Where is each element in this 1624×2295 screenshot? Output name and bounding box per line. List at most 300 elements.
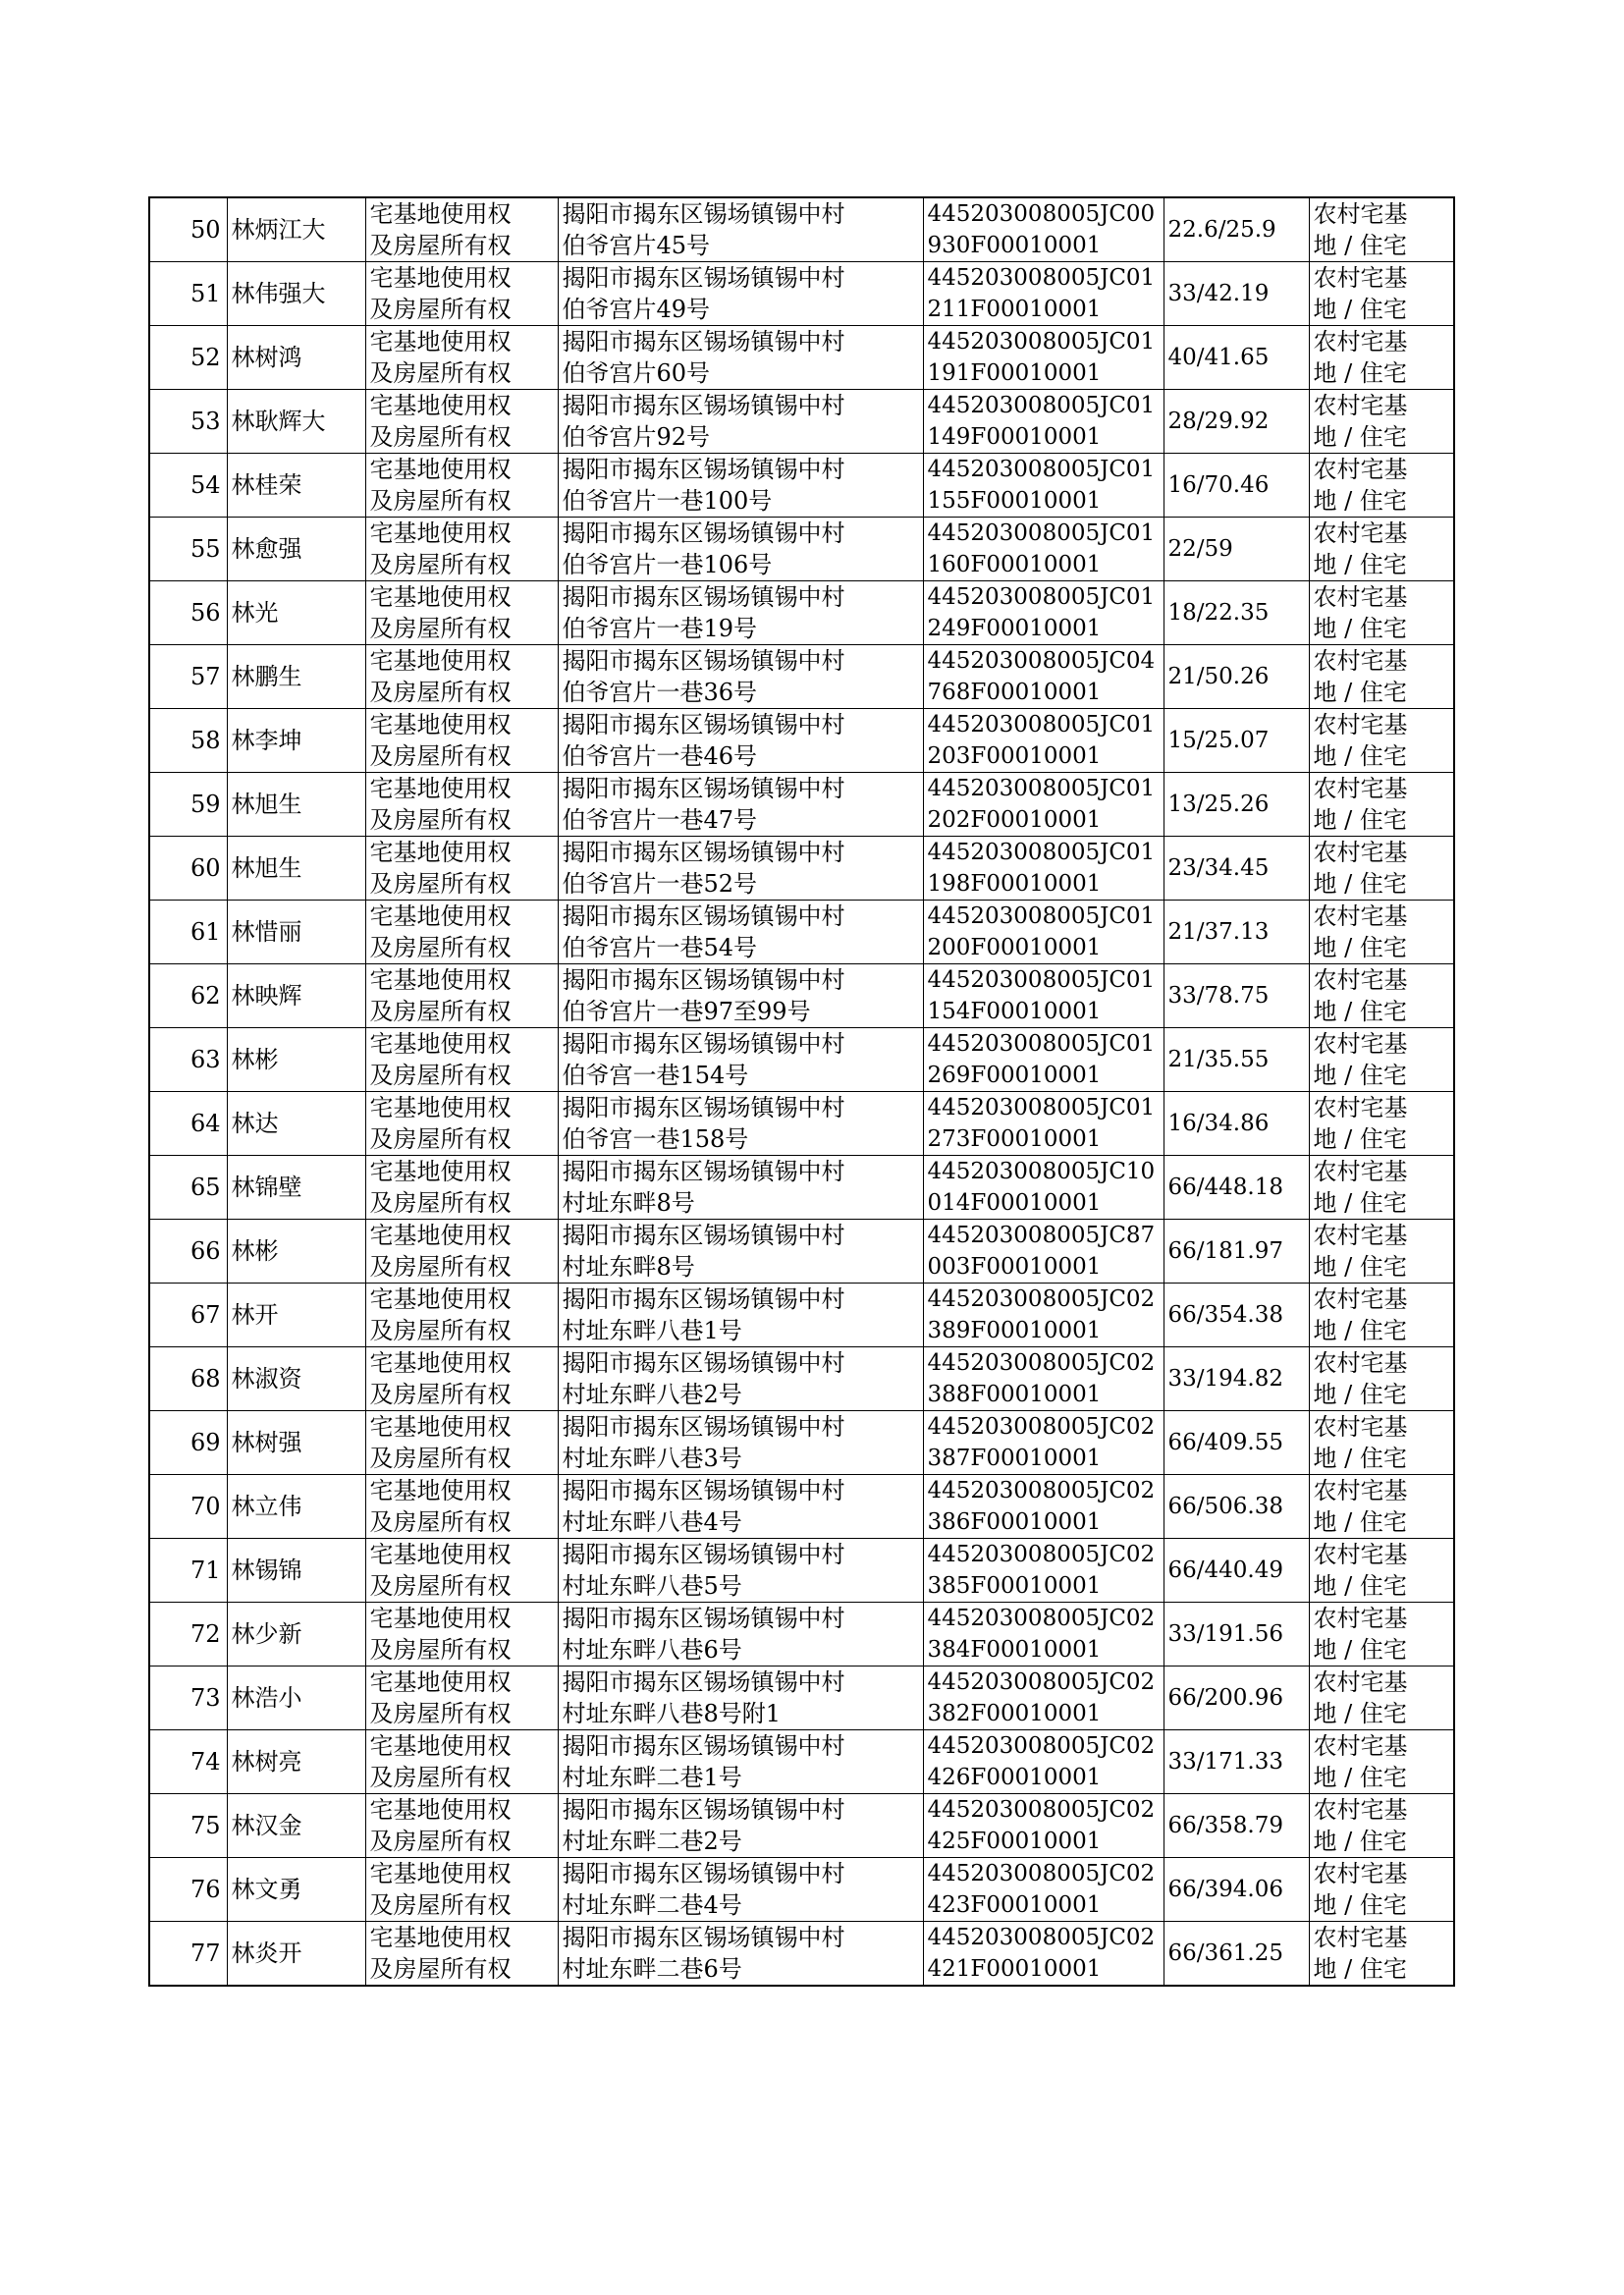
address-line: 伯爷宫片一巷100号 xyxy=(562,487,773,515)
land-use-line: 地 / 住宅 xyxy=(1313,232,1407,259)
land-use-cell xyxy=(1309,1858,1454,1922)
address-line: 村址东畔八巷5号 xyxy=(562,1572,742,1600)
unit-code-line: 445203008005JC02 xyxy=(927,1606,1156,1631)
right-type-line: 及房屋所有权 xyxy=(369,1445,512,1472)
right-type-line: 及房屋所有权 xyxy=(369,742,512,770)
land-use-line: 农村宅基 xyxy=(1313,1796,1408,1824)
address-line: 揭阳市揭东区锡场镇锡中村 xyxy=(562,839,845,866)
unit-code-cell xyxy=(923,1220,1164,1284)
right-type-cell xyxy=(365,837,558,901)
right-type-line: 及房屋所有权 xyxy=(369,870,512,898)
unit-code-line: 423F00010001 xyxy=(927,1892,1102,1918)
land-use-cell xyxy=(1309,326,1454,390)
address-cell xyxy=(558,581,923,645)
area-cell: 66/440.49 xyxy=(1164,1539,1309,1603)
area-cell: 66/200.96 xyxy=(1164,1667,1309,1730)
right-type-cell xyxy=(365,645,558,709)
address-line: 村址东畔八巷2号 xyxy=(562,1381,742,1408)
row-number-cell: 76 xyxy=(149,1858,227,1922)
row-number-cell: 69 xyxy=(149,1411,227,1475)
unit-code-cell xyxy=(923,1730,1164,1794)
owner-name-cell: 林彬 xyxy=(227,1220,365,1284)
right-type-cell xyxy=(365,262,558,326)
land-use-cell xyxy=(1309,1667,1454,1730)
land-use-line: 地 / 住宅 xyxy=(1313,806,1407,834)
right-type-line: 及房屋所有权 xyxy=(369,359,512,387)
row-number-cell: 66 xyxy=(149,1220,227,1284)
owner-name-cell: 林树亮 xyxy=(227,1730,365,1794)
table-row xyxy=(149,326,1454,390)
land-use-line: 农村宅基 xyxy=(1313,966,1408,994)
row-number-cell: 73 xyxy=(149,1667,227,1730)
address-line: 揭阳市揭东区锡场镇锡中村 xyxy=(562,1222,845,1249)
land-use-cell xyxy=(1309,1156,1454,1220)
area-cell: 66/354.38 xyxy=(1164,1284,1309,1347)
land-use-line: 地 / 住宅 xyxy=(1313,551,1407,578)
right-type-line: 及房屋所有权 xyxy=(369,1125,512,1153)
land-use-line: 农村宅基 xyxy=(1313,1349,1408,1377)
unit-code-line: 014F00010001 xyxy=(927,1190,1102,1216)
land-use-cell xyxy=(1309,518,1454,581)
right-type-line: 及房屋所有权 xyxy=(369,1891,512,1919)
owner-name-cell: 林炳江大 xyxy=(227,197,365,262)
unit-code-line: 155F00010001 xyxy=(927,488,1102,514)
right-type-line: 及房屋所有权 xyxy=(369,679,512,706)
unit-code-line: 200F00010001 xyxy=(927,935,1102,960)
land-use-line: 地 / 住宅 xyxy=(1313,1445,1407,1472)
unit-code-cell xyxy=(923,518,1164,581)
row-number-cell: 56 xyxy=(149,581,227,645)
unit-code-line: 445203008005JC02 xyxy=(927,1669,1156,1695)
unit-code-line: 445203008005JC01 xyxy=(927,1031,1156,1057)
address-line: 村址东畔八巷6号 xyxy=(562,1636,742,1664)
address-line: 揭阳市揭东区锡场镇锡中村 xyxy=(562,647,845,675)
right-type-line: 宅基地使用权 xyxy=(369,1349,512,1377)
land-use-line: 地 / 住宅 xyxy=(1313,1700,1407,1727)
unit-code-cell xyxy=(923,1539,1164,1603)
row-number-cell: 65 xyxy=(149,1156,227,1220)
unit-code-cell xyxy=(923,390,1164,454)
address-line: 伯爷宫片一巷52号 xyxy=(562,870,758,898)
land-use-cell xyxy=(1309,1539,1454,1603)
address-line: 揭阳市揭东区锡场镇锡中村 xyxy=(562,1349,845,1377)
unit-code-cell xyxy=(923,1284,1164,1347)
address-line: 村址东畔八巷3号 xyxy=(562,1445,742,1472)
address-line: 揭阳市揭东区锡场镇锡中村 xyxy=(562,583,845,611)
owner-name-cell: 林锦壁 xyxy=(227,1156,365,1220)
address-line: 揭阳市揭东区锡场镇锡中村 xyxy=(562,711,845,738)
area-cell: 16/70.46 xyxy=(1164,454,1309,518)
unit-code-line: 445203008005JC01 xyxy=(927,1095,1156,1120)
right-type-cell xyxy=(365,1092,558,1156)
right-type-line: 及房屋所有权 xyxy=(369,1700,512,1727)
table-row xyxy=(149,1539,1454,1603)
right-type-line: 及房屋所有权 xyxy=(369,423,512,451)
right-type-cell xyxy=(365,1794,558,1858)
table-row xyxy=(149,518,1454,581)
table-row xyxy=(149,1284,1454,1347)
row-number-cell: 54 xyxy=(149,454,227,518)
row-number-cell: 67 xyxy=(149,1284,227,1347)
area-cell: 66/409.55 xyxy=(1164,1411,1309,1475)
unit-code-cell xyxy=(923,1411,1164,1475)
owner-name-cell: 林桂荣 xyxy=(227,454,365,518)
address-line: 揭阳市揭东区锡场镇锡中村 xyxy=(562,1477,845,1504)
area-cell: 33/42.19 xyxy=(1164,262,1309,326)
unit-code-line: 445203008005JC01 xyxy=(927,329,1156,355)
unit-code-line: 387F00010001 xyxy=(927,1446,1102,1471)
unit-code-line: 273F00010001 xyxy=(927,1126,1102,1152)
address-cell xyxy=(558,709,923,773)
unit-code-line: 445203008005JC02 xyxy=(927,1350,1156,1376)
address-line: 揭阳市揭东区锡场镇锡中村 xyxy=(562,966,845,994)
row-number-cell: 50 xyxy=(149,197,227,262)
right-type-line: 宅基地使用权 xyxy=(369,1158,512,1185)
right-type-line: 及房屋所有权 xyxy=(369,1508,512,1536)
right-type-line: 及房屋所有权 xyxy=(369,1253,512,1281)
unit-code-cell xyxy=(923,1347,1164,1411)
area-cell: 21/37.13 xyxy=(1164,901,1309,964)
address-cell xyxy=(558,901,923,964)
owner-name-cell: 林树强 xyxy=(227,1411,365,1475)
unit-code-line: 154F00010001 xyxy=(927,999,1102,1024)
address-cell xyxy=(558,1667,923,1730)
unit-code-cell xyxy=(923,1092,1164,1156)
unit-code-line: 445203008005JC02 xyxy=(927,1861,1156,1886)
property-registry-table xyxy=(148,196,1455,1987)
area-cell: 15/25.07 xyxy=(1164,709,1309,773)
address-cell xyxy=(558,1156,923,1220)
address-line: 揭阳市揭东区锡场镇锡中村 xyxy=(562,519,845,547)
land-use-line: 地 / 住宅 xyxy=(1313,487,1407,515)
owner-name-cell: 林文勇 xyxy=(227,1858,365,1922)
land-use-cell xyxy=(1309,1603,1454,1667)
right-type-line: 及房屋所有权 xyxy=(369,1828,512,1855)
address-cell xyxy=(558,454,923,518)
land-use-line: 地 / 住宅 xyxy=(1313,1828,1407,1855)
unit-code-line: 445203008005JC04 xyxy=(927,648,1156,674)
address-line: 揭阳市揭东区锡场镇锡中村 xyxy=(562,392,845,419)
row-number-cell: 59 xyxy=(149,773,227,837)
land-use-line: 农村宅基 xyxy=(1313,839,1408,866)
land-use-line: 农村宅基 xyxy=(1313,583,1408,611)
right-type-line: 及房屋所有权 xyxy=(369,551,512,578)
address-line: 揭阳市揭东区锡场镇锡中村 xyxy=(562,1860,845,1887)
right-type-line: 及房屋所有权 xyxy=(369,232,512,259)
land-use-line: 农村宅基 xyxy=(1313,1222,1408,1249)
table-row xyxy=(149,1156,1454,1220)
owner-name-cell: 林淑资 xyxy=(227,1347,365,1411)
address-cell xyxy=(558,1475,923,1539)
unit-code-cell xyxy=(923,326,1164,390)
table-row xyxy=(149,1730,1454,1794)
right-type-line: 宅基地使用权 xyxy=(369,1732,512,1760)
address-line: 伯爷宫片一巷106号 xyxy=(562,551,773,578)
right-type-line: 宅基地使用权 xyxy=(369,1541,512,1568)
address-cell xyxy=(558,1794,923,1858)
table-row xyxy=(149,454,1454,518)
unit-code-line: 445203008005JC01 xyxy=(927,520,1156,546)
land-use-line: 农村宅基 xyxy=(1313,711,1408,738)
row-number-cell: 63 xyxy=(149,1028,227,1092)
row-number-cell: 53 xyxy=(149,390,227,454)
address-line: 伯爷宫片一巷47号 xyxy=(562,806,758,834)
address-line: 村址东畔8号 xyxy=(562,1189,695,1217)
land-use-line: 农村宅基 xyxy=(1313,1477,1408,1504)
right-type-line: 宅基地使用权 xyxy=(369,839,512,866)
right-type-line: 宅基地使用权 xyxy=(369,1030,512,1058)
right-type-cell xyxy=(365,1539,558,1603)
address-line: 揭阳市揭东区锡场镇锡中村 xyxy=(562,1541,845,1568)
area-cell: 33/194.82 xyxy=(1164,1347,1309,1411)
area-cell: 66/181.97 xyxy=(1164,1220,1309,1284)
address-line: 揭阳市揭东区锡场镇锡中村 xyxy=(562,1094,845,1121)
row-number-cell: 62 xyxy=(149,964,227,1028)
row-number-cell: 51 xyxy=(149,262,227,326)
land-use-line: 地 / 住宅 xyxy=(1313,1317,1407,1344)
row-number-cell: 55 xyxy=(149,518,227,581)
unit-code-line: 930F00010001 xyxy=(927,233,1102,258)
owner-name-cell: 林惜丽 xyxy=(227,901,365,964)
land-use-line: 地 / 住宅 xyxy=(1313,742,1407,770)
land-use-cell xyxy=(1309,1220,1454,1284)
right-type-line: 及房屋所有权 xyxy=(369,615,512,642)
area-cell: 66/506.38 xyxy=(1164,1475,1309,1539)
land-use-line: 农村宅基 xyxy=(1313,519,1408,547)
owner-name-cell: 林旭生 xyxy=(227,773,365,837)
land-use-line: 农村宅基 xyxy=(1313,1732,1408,1760)
right-type-line: 及房屋所有权 xyxy=(369,296,512,323)
right-type-line: 宅基地使用权 xyxy=(369,200,512,228)
table-row xyxy=(149,645,1454,709)
right-type-cell xyxy=(365,709,558,773)
row-number-cell: 52 xyxy=(149,326,227,390)
right-type-cell xyxy=(365,1603,558,1667)
unit-code-line: 445203008005JC01 xyxy=(927,584,1156,610)
unit-code-line: 445203008005JC01 xyxy=(927,457,1156,482)
address-line: 揭阳市揭东区锡场镇锡中村 xyxy=(562,200,845,228)
row-number-cell: 58 xyxy=(149,709,227,773)
address-line: 村址东畔二巷2号 xyxy=(562,1828,742,1855)
land-use-line: 地 / 住宅 xyxy=(1313,1891,1407,1919)
right-type-line: 及房屋所有权 xyxy=(369,1189,512,1217)
unit-code-cell xyxy=(923,197,1164,262)
right-type-cell xyxy=(365,1475,558,1539)
right-type-line: 宅基地使用权 xyxy=(369,456,512,483)
land-use-line: 农村宅基 xyxy=(1313,1668,1408,1696)
unit-code-line: 445203008005JC01 xyxy=(927,265,1156,291)
land-use-line: 农村宅基 xyxy=(1313,392,1408,419)
right-type-line: 及房屋所有权 xyxy=(369,1636,512,1664)
unit-code-line: 211F00010001 xyxy=(927,297,1102,322)
land-use-line: 农村宅基 xyxy=(1313,1413,1408,1441)
unit-code-line: 384F00010001 xyxy=(927,1637,1102,1663)
right-type-cell xyxy=(365,1220,558,1284)
land-use-cell xyxy=(1309,1411,1454,1475)
address-line: 伯爷宫片60号 xyxy=(562,359,711,387)
address-cell xyxy=(558,326,923,390)
land-use-cell xyxy=(1309,1922,1454,1987)
table-row xyxy=(149,1411,1454,1475)
unit-code-cell xyxy=(923,1603,1164,1667)
address-line: 村址东畔二巷1号 xyxy=(562,1764,742,1791)
unit-code-cell xyxy=(923,1858,1164,1922)
right-type-line: 及房屋所有权 xyxy=(369,1317,512,1344)
land-use-line: 地 / 住宅 xyxy=(1313,296,1407,323)
right-type-cell xyxy=(365,518,558,581)
table-row xyxy=(149,1092,1454,1156)
unit-code-line: 445203008005JC02 xyxy=(927,1414,1156,1440)
unit-code-cell xyxy=(923,1156,1164,1220)
address-cell xyxy=(558,1028,923,1092)
unit-code-line: 249F00010001 xyxy=(927,616,1102,641)
area-cell: 28/29.92 xyxy=(1164,390,1309,454)
area-cell: 22/59 xyxy=(1164,518,1309,581)
right-type-line: 及房屋所有权 xyxy=(369,487,512,515)
land-use-line: 农村宅基 xyxy=(1313,1030,1408,1058)
unit-code-line: 198F00010001 xyxy=(927,871,1102,897)
address-line: 揭阳市揭东区锡场镇锡中村 xyxy=(562,1030,845,1058)
owner-name-cell: 林李坤 xyxy=(227,709,365,773)
right-type-line: 宅基地使用权 xyxy=(369,583,512,611)
land-use-cell xyxy=(1309,262,1454,326)
right-type-cell xyxy=(365,390,558,454)
table-row xyxy=(149,1858,1454,1922)
table-body xyxy=(149,197,1454,1986)
address-line: 揭阳市揭东区锡场镇锡中村 xyxy=(562,456,845,483)
land-use-line: 地 / 住宅 xyxy=(1313,934,1407,961)
unit-code-line: 445203008005JC01 xyxy=(927,840,1156,865)
address-line: 揭阳市揭东区锡场镇锡中村 xyxy=(562,1158,845,1185)
unit-code-cell xyxy=(923,1922,1164,1987)
row-number-cell: 61 xyxy=(149,901,227,964)
address-line: 伯爷宫片一巷97至99号 xyxy=(562,998,811,1025)
table-row xyxy=(149,901,1454,964)
table-row xyxy=(149,1028,1454,1092)
right-type-line: 及房屋所有权 xyxy=(369,1381,512,1408)
unit-code-line: 203F00010001 xyxy=(927,743,1102,769)
unit-code-line: 445203008005JC01 xyxy=(927,393,1156,418)
unit-code-line: 160F00010001 xyxy=(927,552,1102,577)
address-cell xyxy=(558,1220,923,1284)
land-use-line: 农村宅基 xyxy=(1313,456,1408,483)
table-row xyxy=(149,964,1454,1028)
land-use-cell xyxy=(1309,645,1454,709)
land-use-line: 地 / 住宅 xyxy=(1313,1764,1407,1791)
right-type-line: 及房屋所有权 xyxy=(369,998,512,1025)
right-type-line: 宅基地使用权 xyxy=(369,1860,512,1887)
address-line: 揭阳市揭东区锡场镇锡中村 xyxy=(562,1668,845,1696)
land-use-line: 地 / 住宅 xyxy=(1313,1572,1407,1600)
unit-code-cell xyxy=(923,1028,1164,1092)
unit-code-line: 191F00010001 xyxy=(927,360,1102,386)
land-use-line: 地 / 住宅 xyxy=(1313,1955,1407,1983)
address-cell xyxy=(558,1411,923,1475)
right-type-line: 及房屋所有权 xyxy=(369,1062,512,1089)
address-cell xyxy=(558,1284,923,1347)
table-row xyxy=(149,1475,1454,1539)
land-use-cell xyxy=(1309,837,1454,901)
address-line: 伯爷宫一巷158号 xyxy=(562,1125,749,1153)
right-type-line: 宅基地使用权 xyxy=(369,775,512,802)
land-use-line: 农村宅基 xyxy=(1313,902,1408,930)
unit-code-line: 426F00010001 xyxy=(927,1765,1102,1790)
unit-code-line: 202F00010001 xyxy=(927,807,1102,833)
land-use-line: 农村宅基 xyxy=(1313,328,1408,355)
address-line: 伯爷宫片一巷36号 xyxy=(562,679,758,706)
area-cell: 40/41.65 xyxy=(1164,326,1309,390)
unit-code-line: 445203008005JC01 xyxy=(927,776,1156,801)
land-use-cell xyxy=(1309,901,1454,964)
owner-name-cell: 林彬 xyxy=(227,1028,365,1092)
owner-name-cell: 林伟强大 xyxy=(227,262,365,326)
address-line: 伯爷宫片一巷19号 xyxy=(562,615,758,642)
address-line: 村址东畔二巷4号 xyxy=(562,1891,742,1919)
unit-code-cell xyxy=(923,773,1164,837)
unit-code-line: 445203008005JC02 xyxy=(927,1478,1156,1503)
land-use-line: 农村宅基 xyxy=(1313,1285,1408,1313)
land-use-line: 地 / 住宅 xyxy=(1313,1189,1407,1217)
area-cell: 33/78.75 xyxy=(1164,964,1309,1028)
land-use-cell xyxy=(1309,390,1454,454)
land-use-line: 农村宅基 xyxy=(1313,647,1408,675)
unit-code-line: 445203008005JC01 xyxy=(927,712,1156,738)
owner-name-cell: 林旭生 xyxy=(227,837,365,901)
unit-code-cell xyxy=(923,1667,1164,1730)
right-type-cell xyxy=(365,1284,558,1347)
unit-code-line: 445203008005JC02 xyxy=(927,1925,1156,1950)
land-use-cell xyxy=(1309,1092,1454,1156)
right-type-line: 及房屋所有权 xyxy=(369,1955,512,1983)
right-type-line: 宅基地使用权 xyxy=(369,392,512,419)
right-type-line: 宅基地使用权 xyxy=(369,1222,512,1249)
land-use-line: 地 / 住宅 xyxy=(1313,1508,1407,1536)
land-use-cell xyxy=(1309,964,1454,1028)
land-use-line: 地 / 住宅 xyxy=(1313,1125,1407,1153)
right-type-line: 宅基地使用权 xyxy=(369,647,512,675)
right-type-line: 宅基地使用权 xyxy=(369,1924,512,1951)
land-use-line: 农村宅基 xyxy=(1313,1860,1408,1887)
right-type-line: 宅基地使用权 xyxy=(369,1094,512,1121)
area-cell: 66/394.06 xyxy=(1164,1858,1309,1922)
area-cell: 66/361.25 xyxy=(1164,1922,1309,1987)
row-number-cell: 70 xyxy=(149,1475,227,1539)
unit-code-line: 445203008005JC10 xyxy=(927,1159,1156,1184)
land-use-line: 地 / 住宅 xyxy=(1313,870,1407,898)
area-cell: 23/34.45 xyxy=(1164,837,1309,901)
owner-name-cell: 林树鸿 xyxy=(227,326,365,390)
unit-code-cell xyxy=(923,709,1164,773)
unit-code-cell xyxy=(923,645,1164,709)
table-row xyxy=(149,1922,1454,1987)
right-type-cell xyxy=(365,197,558,262)
land-use-line: 农村宅基 xyxy=(1313,775,1408,802)
address-line: 揭阳市揭东区锡场镇锡中村 xyxy=(562,1413,845,1441)
right-type-line: 宅基地使用权 xyxy=(369,519,512,547)
row-number-cell: 60 xyxy=(149,837,227,901)
address-line: 揭阳市揭东区锡场镇锡中村 xyxy=(562,902,845,930)
table-row xyxy=(149,197,1454,262)
address-line: 伯爷宫一巷154号 xyxy=(562,1062,749,1089)
unit-code-line: 445203008005JC02 xyxy=(927,1542,1156,1567)
area-cell: 16/34.86 xyxy=(1164,1092,1309,1156)
address-cell xyxy=(558,197,923,262)
address-cell xyxy=(558,964,923,1028)
right-type-line: 及房屋所有权 xyxy=(369,806,512,834)
address-line: 伯爷宫片一巷54号 xyxy=(562,934,758,961)
right-type-line: 及房屋所有权 xyxy=(369,1764,512,1791)
land-use-cell xyxy=(1309,1028,1454,1092)
